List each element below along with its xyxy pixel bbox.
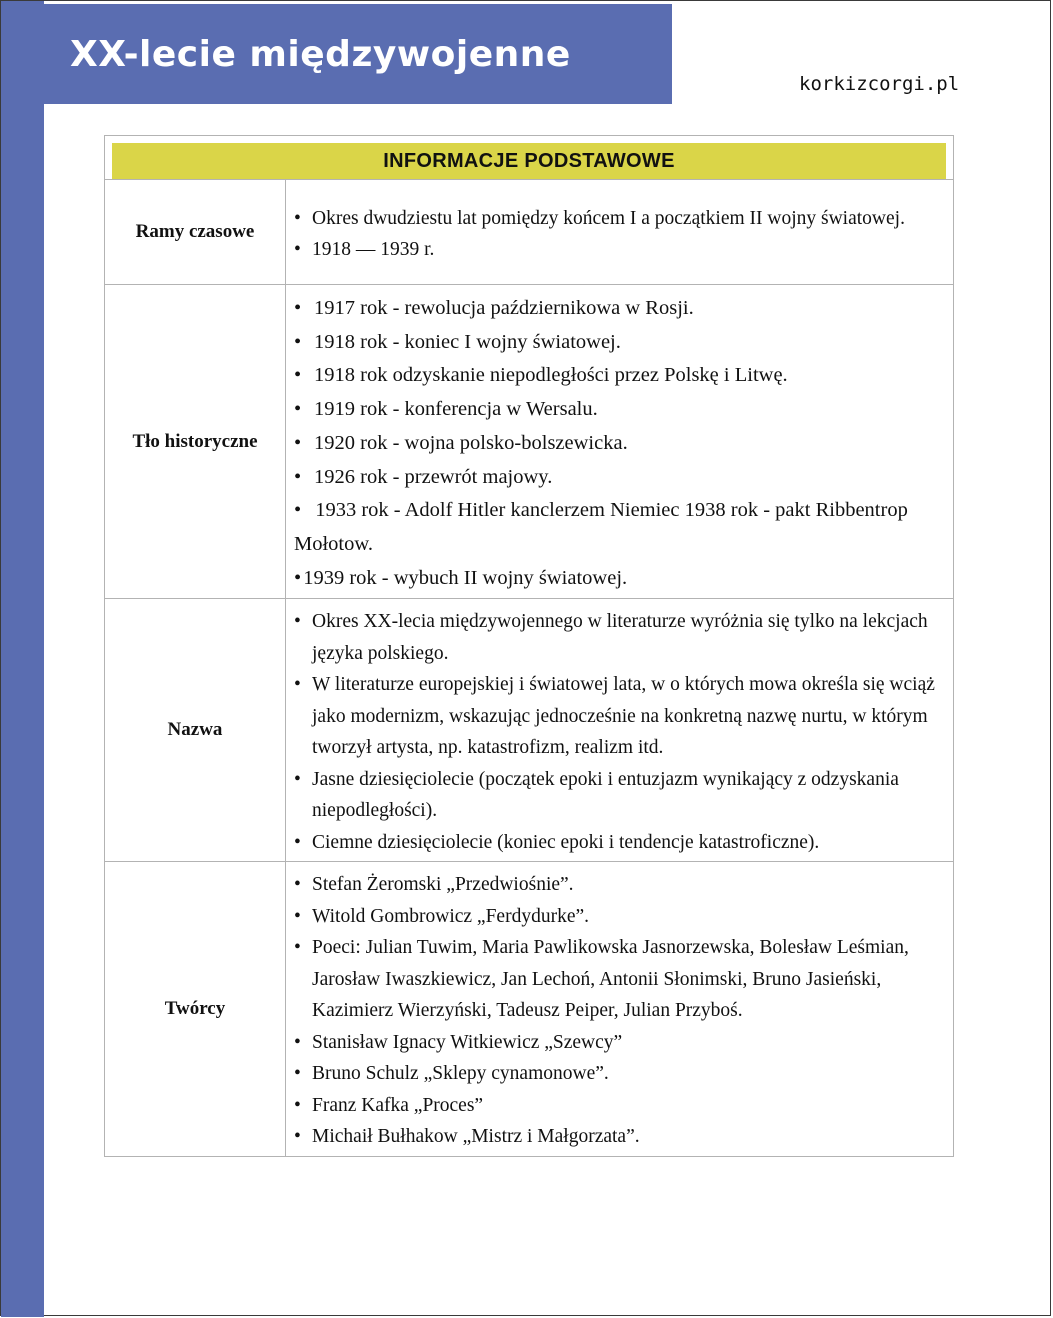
list-item: • Franz Kafka „Proces” — [294, 1094, 484, 1116]
list-item: • 1918 — 1939 r. — [294, 239, 435, 260]
list-item: • 1926 rok - przewrót majowy. — [294, 465, 553, 488]
list-item: • 1919 rok - konferencja w Wersalu. — [294, 398, 598, 421]
list-item: •1939 rok - wybuch II wojny światowej. — [294, 566, 628, 589]
list-item: • 1920 rok - wojna polsko-bolszewicka. — [294, 431, 628, 454]
row-label-tworcy: Twórcy — [105, 862, 286, 1157]
list-item: • Poeci: Julian Tuwim, Maria Pawlikowska Jasnorzewska, Bolesław Leśmian, Jarosław Iwaszkiewicz, Jan Lechoń, Antonii Słonimski, Bruno Jasieński, Kazimierz Wierzyński, Tadeusz Peiper, Julian Przyboś. — [294, 937, 909, 1022]
list-item: • Bruno Schulz „Sklepy cynamonowe”. — [294, 1063, 609, 1085]
list-item: • 1917 rok - rewolucja październikowa w Rosji. — [294, 297, 694, 319]
row-content-ramy-czasowe — [286, 180, 954, 285]
table-row — [105, 862, 954, 1157]
row-content-nazwa — [286, 599, 954, 862]
list-item: • Witold Gombrowicz „Ferdydurke”. — [294, 905, 590, 927]
list-item: • 1918 rok - koniec I wojny światowej. — [294, 330, 621, 353]
list-item: • W literaturze europejskiej i światowej lata, w o których mowa określa się wciąż jako modernizm, wskazując jednocześnie na konkretną nazwę nurtu, w którym tworzył artysta, np. katastrofizm, realizm itd. — [294, 674, 935, 759]
list-item: • Jasne dziesięciolecie (początek epoki i entuzjazm wynikający z odzyskania niepodległości). — [294, 768, 899, 822]
table-heading: INFORMACJE PODSTAWOWE — [112, 143, 946, 179]
list-item: • 1933 rok - Adolf Hitler kanclerzem Niemiec 1938 rok - pakt Ribbentrop Mołotow. — [294, 499, 908, 555]
row-label-ramy-czasowe: Ramy czasowe — [105, 180, 286, 285]
row-label-tlo-historyczne: Tło historyczne — [105, 285, 286, 599]
table-heading-row — [105, 136, 954, 180]
row-content-tworcy — [286, 862, 954, 1157]
list-item: • Okres dwudziestu lat pomiędzy końcem I a początkiem II wojny światowej. — [294, 207, 905, 229]
row-content-tlo-historyczne — [286, 285, 954, 599]
list-item: • Okres XX-lecia międzywojennego w literaturze wyróżnia się tylko na lekcjach języka polskiego. — [294, 611, 928, 664]
table-row — [105, 599, 954, 862]
list-item: • Ciemne dziesięciolecie (koniec epoki i tendencje katastroficzne). — [294, 831, 820, 853]
table-row — [105, 180, 954, 285]
list-item: • Stefan Żeromski „Przedwiośnie”. — [294, 874, 574, 896]
left-accent-band — [1, 1, 44, 1317]
page-title: XX-lecie międzywojenne — [70, 34, 571, 75]
row-label-nazwa: Nazwa — [105, 599, 286, 862]
list-item: • Michaił Bułhakow „Mistrz i Małgorzata”. — [294, 1126, 640, 1148]
table-row — [105, 285, 954, 599]
site-url: korkizcorgi.pl — [799, 73, 960, 95]
list-item: • Stanisław Ignacy Witkiewicz „Szewcy” — [294, 1031, 623, 1053]
list-item: • 1918 rok odzyskanie niepodległości przez Polskę i Litwę. — [294, 364, 788, 387]
info-table — [104, 135, 954, 1157]
